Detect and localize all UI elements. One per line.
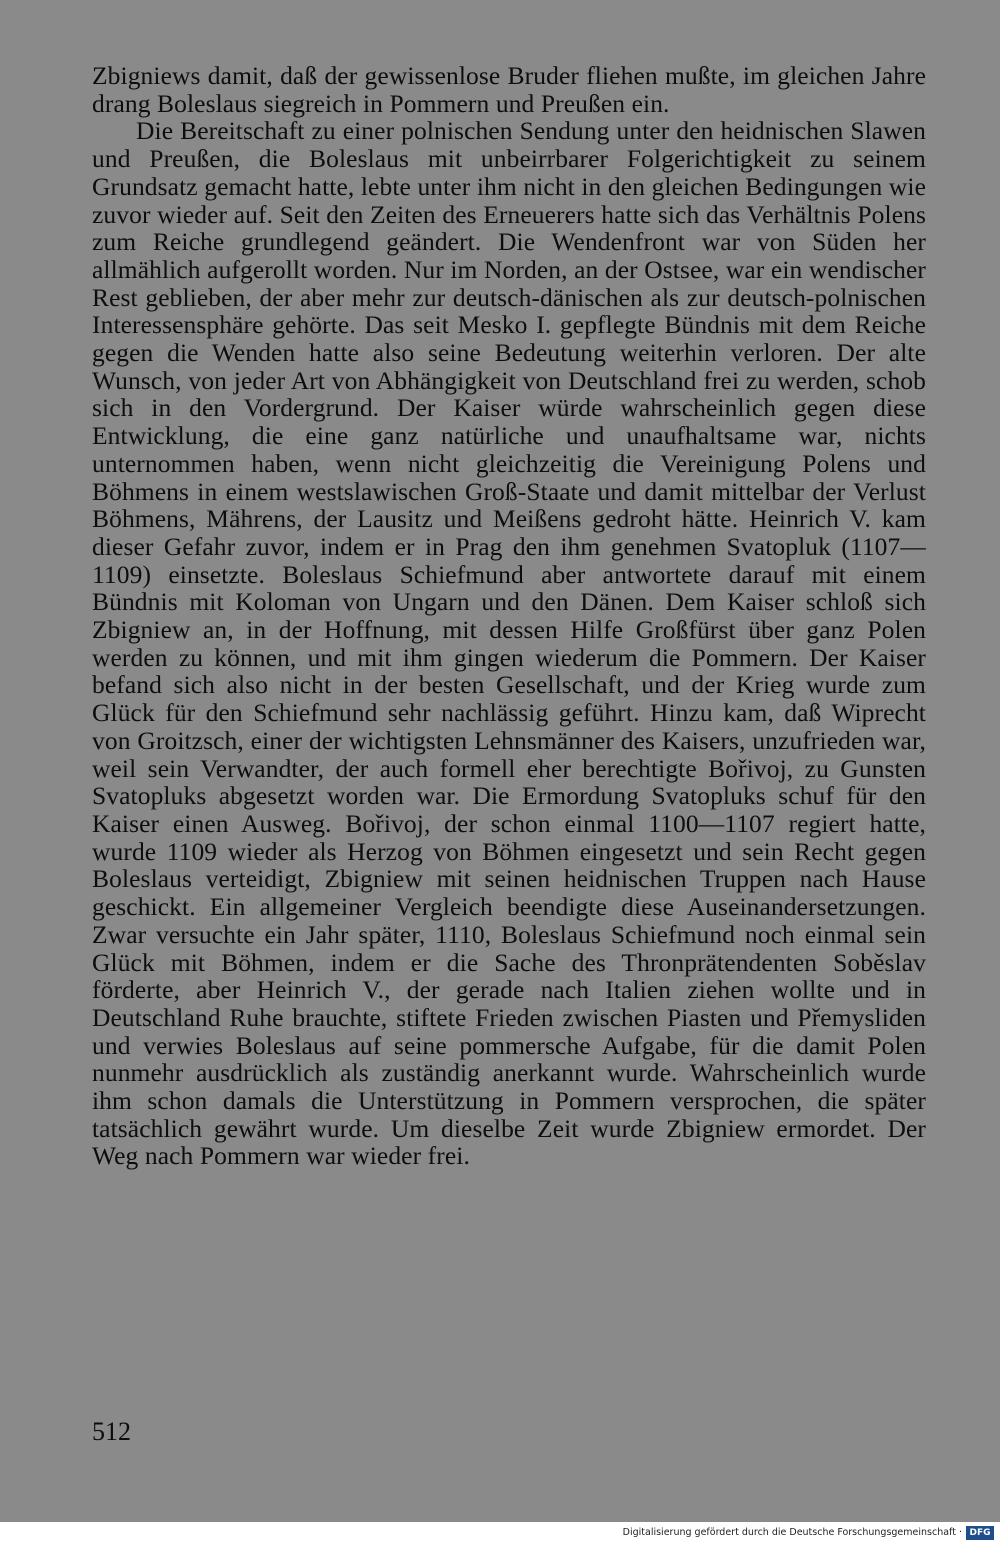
dfg-logo: DFG <box>966 1526 994 1540</box>
digitization-footer <box>0 1522 1000 1546</box>
paragraph-continuation: Zbigniews damit, daß der gewissenlose Bruder fliehen mußte, im gleichen Jahre drang Boleslaus siegreich in Pommern und Preußen ein. <box>92 61 926 118</box>
paragraph-main: Die Bereitschaft zu einer polnischen Sendung unter den heidnischen Slawen und Preußen, die Boleslaus mit unbeirrbarer Folgerichtigkeit zu seinem Grundsatz gemacht hatte, lebte unter ihm nicht in den gleichen Bedingungen wie zuvor wieder auf. Seit den Zeiten des Erneuerers hatte sich das Verhältnis Polens zum Reiche grundlegend geändert. Die Wendenfront war von Süden her allmählich aufgerollt worden. Nur im Norden, an der Ostsee, war ein wendischer Rest geblieben, der aber mehr zur deutsch-dänischen als zur deutsch-polnischen Interessensphäre gehörte. Das seit Mesko I. gepflegte Bündnis mit dem Reiche gegen die Wenden hatte also seine Bedeutung weiterhin verloren. Der alte Wunsch, von jeder Art von Abhängigkeit von Deutschland frei zu werden, schob sich in den Vordergrund. Der Kaiser würde wahrscheinlich gegen diese Entwicklung, die eine ganz natürliche und unaufhaltsame war, nichts unternommen haben, wenn nicht gleichzeitig die Vereinigung Polens und Böhmens in einem westslawischen Groß-Staate und damit mittelbar der Verlust Böhmens, Mährens, der Lausitz und Meißens gedroht hätte. Heinrich V. kam dieser Gefahr zuvor, indem er in Prag den ihm genehmen Svatopluk (1107—1109) einsetzte. Boleslaus Schiefmund aber antwortete darauf mit einem Bündnis mit Koloman von Ungarn und den Dänen. Dem Kaiser schloß sich Zbigniew an, in der Hoffnung, mit dessen Hilfe Großfürst über ganz Polen werden zu können, und mit ihm gingen wiederum die Pommern. Der Kaiser befand sich also nicht in der besten Gesellschaft, und der Krieg wurde zum Glück für den Schiefmund sehr nachlässig geführt. Hinzu kam, daß Wiprecht von Groitzsch, einer der wichtigsten Lehnsmänner des Kaisers, unzufrieden war, weil sein Verwandter, der auch formell eher berechtigte Bořivoj, zu Gunsten Svatopluks abgesetzt worden war. Die Ermordung Svatopluks schuf für den Kaiser einen Ausweg. Bořivoj, der schon einmal 1100—1107 regiert hatte, wurde 1109 wieder als Herzog von Böhmen eingesetzt und sein Recht gegen Boleslaus verteidigt, Zbigniew mit seinen heidnischen Truppen nach Hause geschickt. Ein allgemeiner Vergleich beendigte diese Auseinandersetzungen. Zwar versuchte ein Jahr später, 1110, Boleslaus Schiefmund noch einmal sein Glück mit Böhmen, indem er die Sache des Thronprätendenten Soběslav förderte, aber Heinrich V., der gerade nach Italien ziehen wollte und in Deutschland Ruhe brauchte, stiftete Frieden zwischen Piasten und Přemysliden und verwies Boleslaus auf seine pommersche Aufgabe, für die damit Polen nunmehr ausdrücklich als zuständig anerkannt wurde. Wahrscheinlich wurde ihm schon damals die Unterstützung in Pommern versprochen, die später tatsächlich gewährt wurde. Um dieselbe Zeit wurde Zbigniew ermordet. Der Weg nach Pommern war wieder frei. <box>92 116 926 1171</box>
body-text <box>92 62 926 1170</box>
funding-notice: Digitalisierung gefördert durch die Deutsche Forschungsgemeinschaft · <box>622 1527 962 1538</box>
page-number: 512 <box>92 1417 131 1446</box>
